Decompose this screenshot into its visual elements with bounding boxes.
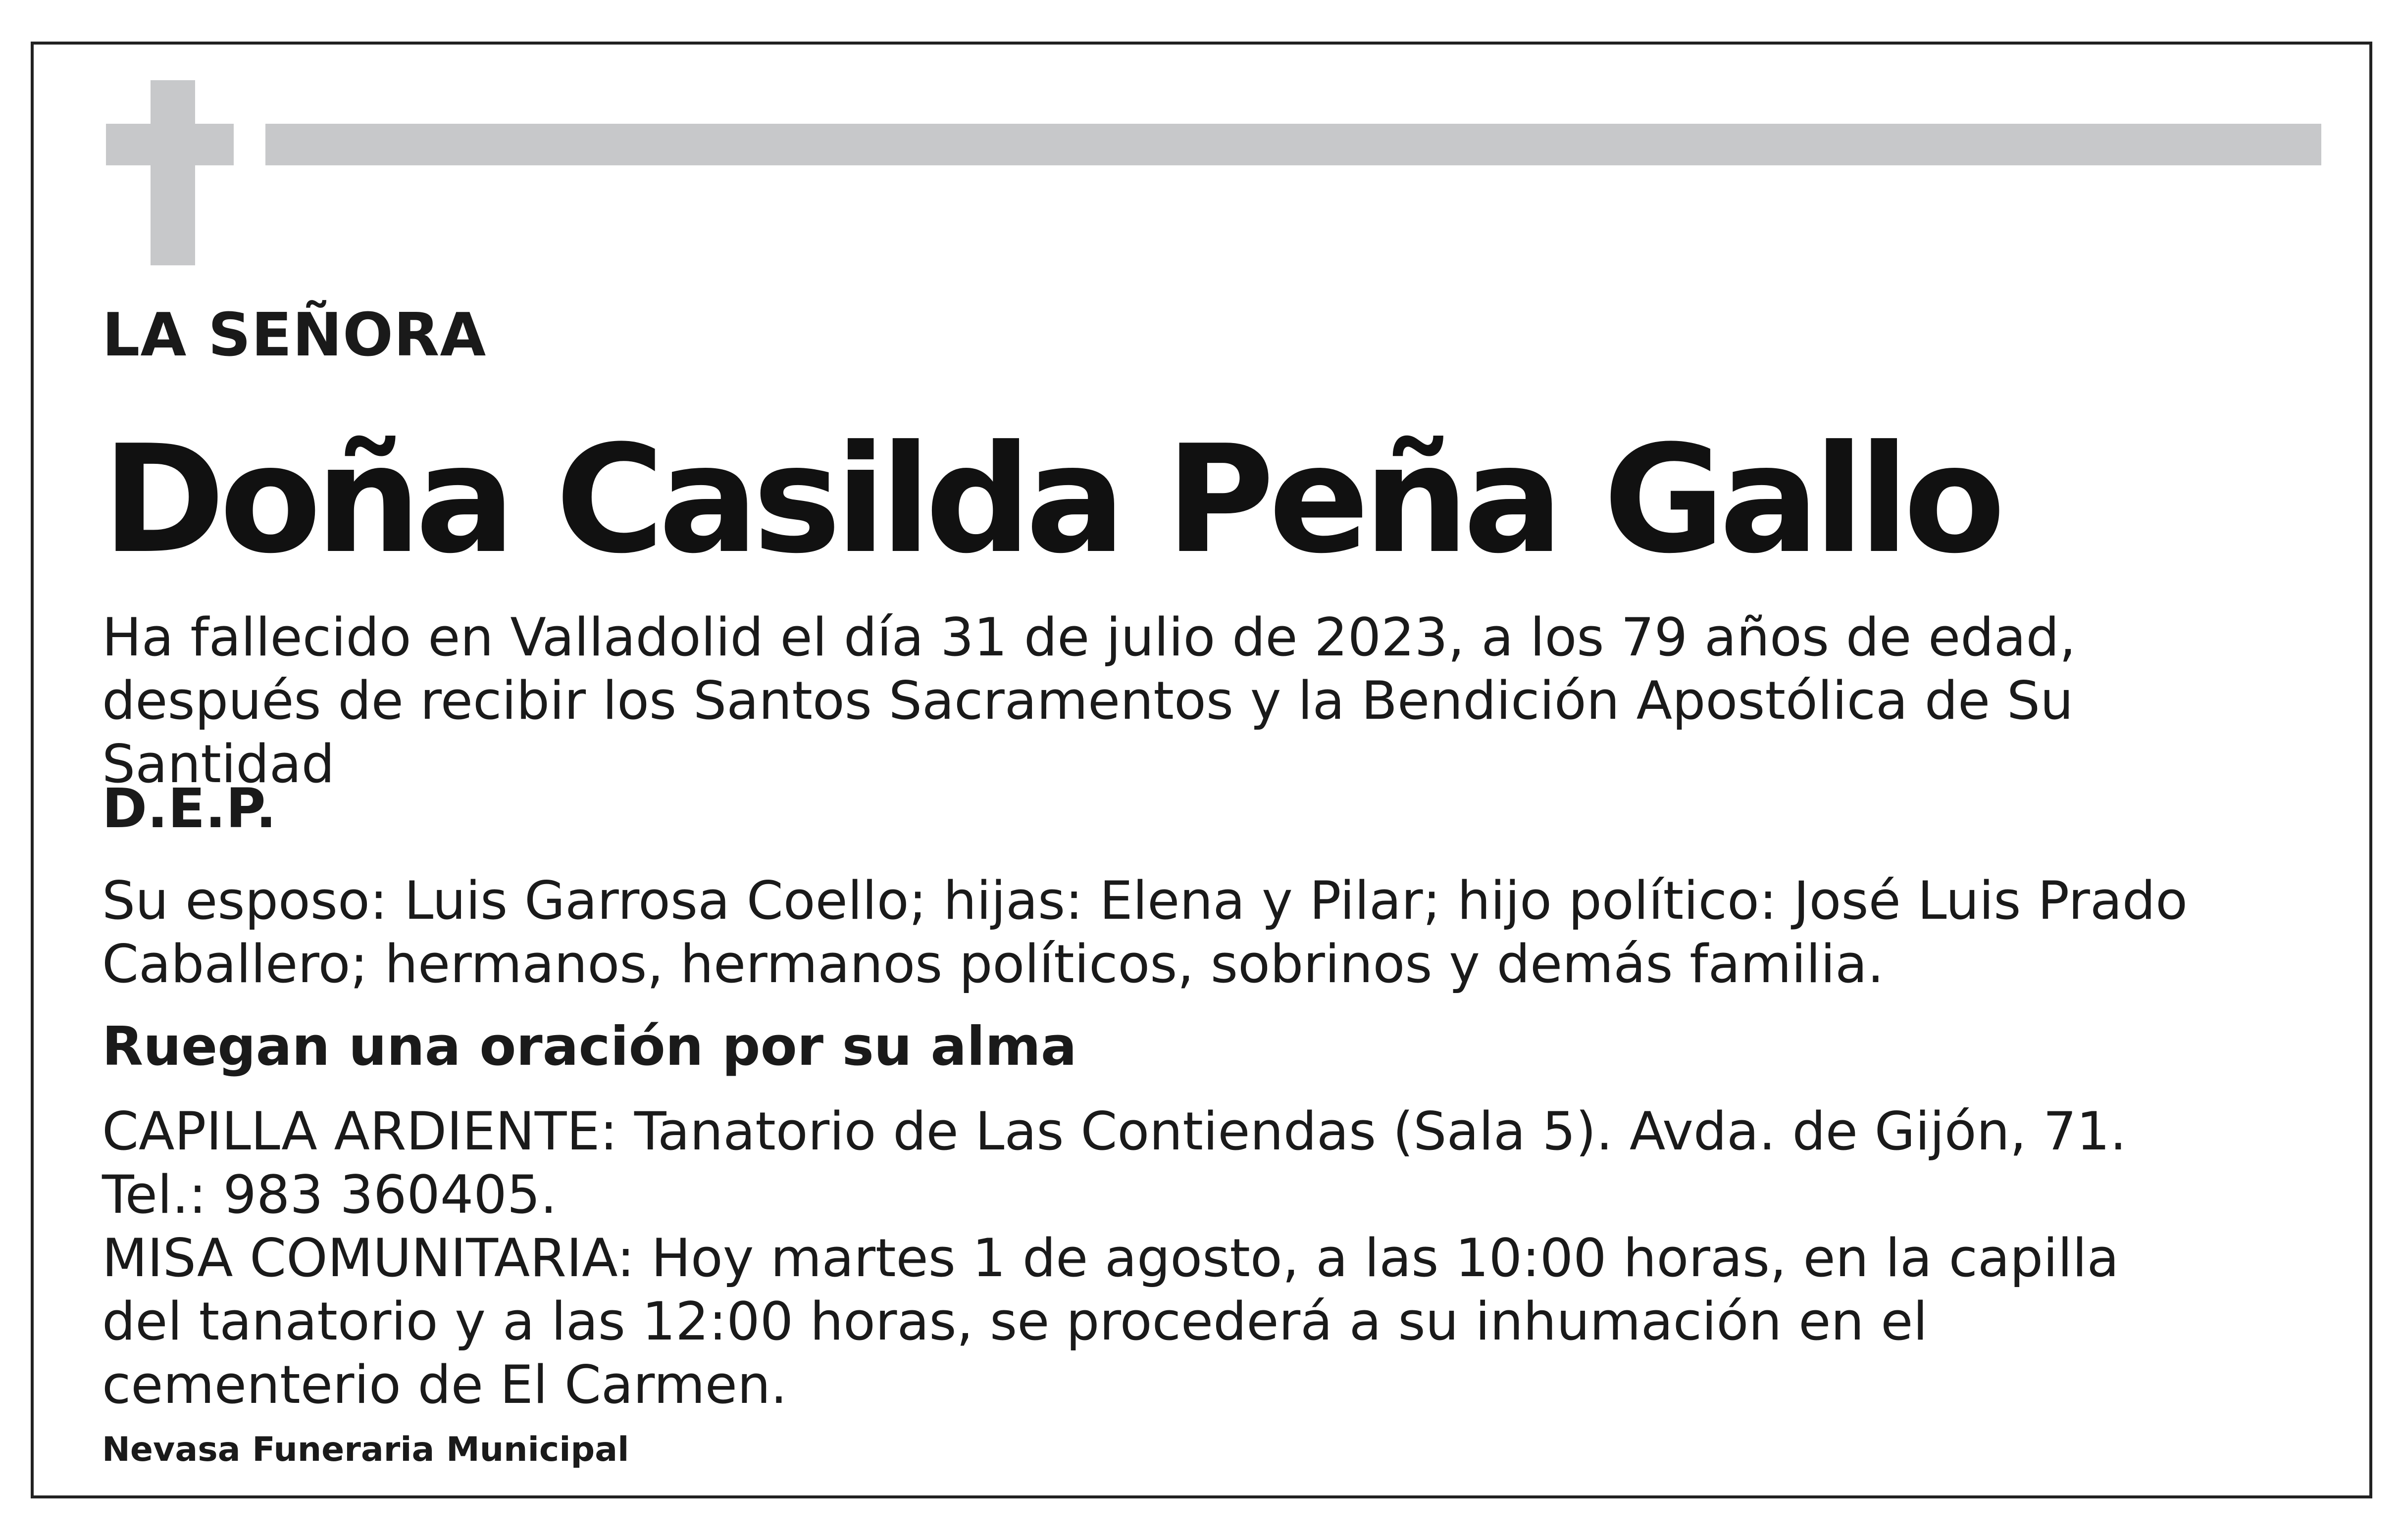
family-list <box>102 869 2197 996</box>
deceased-name: Doña Casilda Peña Gallo <box>102 413 2000 586</box>
death-notice <box>102 606 2291 796</box>
rip-heading: D.E.P. <box>102 777 277 840</box>
funeral-home: Nevasa Funeraria Municipal <box>102 1430 629 1469</box>
mass-details: MISA COMUNITARIA: Hoy martes 1 de agosto, a las 10:00 horas, en la capilla del tanatorio y a las 12:00 horas, se procederá a su inhumación en el cementerio de El Carmen. <box>102 1228 2119 1415</box>
family-list-text: Su esposo: Luis Garrosa Coello; hijas: Elena y Pilar; hijo político: José Luis Prado Caballero; hermanos, hermanos políticos, sobrinos y demás familia. <box>102 870 2188 994</box>
cross-arm <box>106 124 234 165</box>
header-rule <box>265 124 2321 165</box>
chapel-details: CAPILLA ARDIENTE: Tanatorio de Las Contiendas (Sala 5). Avda. de Gijón, 71. Tel.: 983 360405. <box>102 1101 2127 1225</box>
cross-icon <box>151 80 195 265</box>
funeral-details <box>102 1100 2162 1417</box>
death-notice-text: Ha fallecido en Valladolid el día 31 de julio de 2023, a los 79 años de edad, después de recibir los Santos Sacramentos y la Bendición Apostólica de Su Santidad <box>102 607 2076 795</box>
honorific-title: LA SEÑORA <box>102 301 487 370</box>
prayer-request: Ruegan una oración por su alma <box>102 1016 1077 1078</box>
